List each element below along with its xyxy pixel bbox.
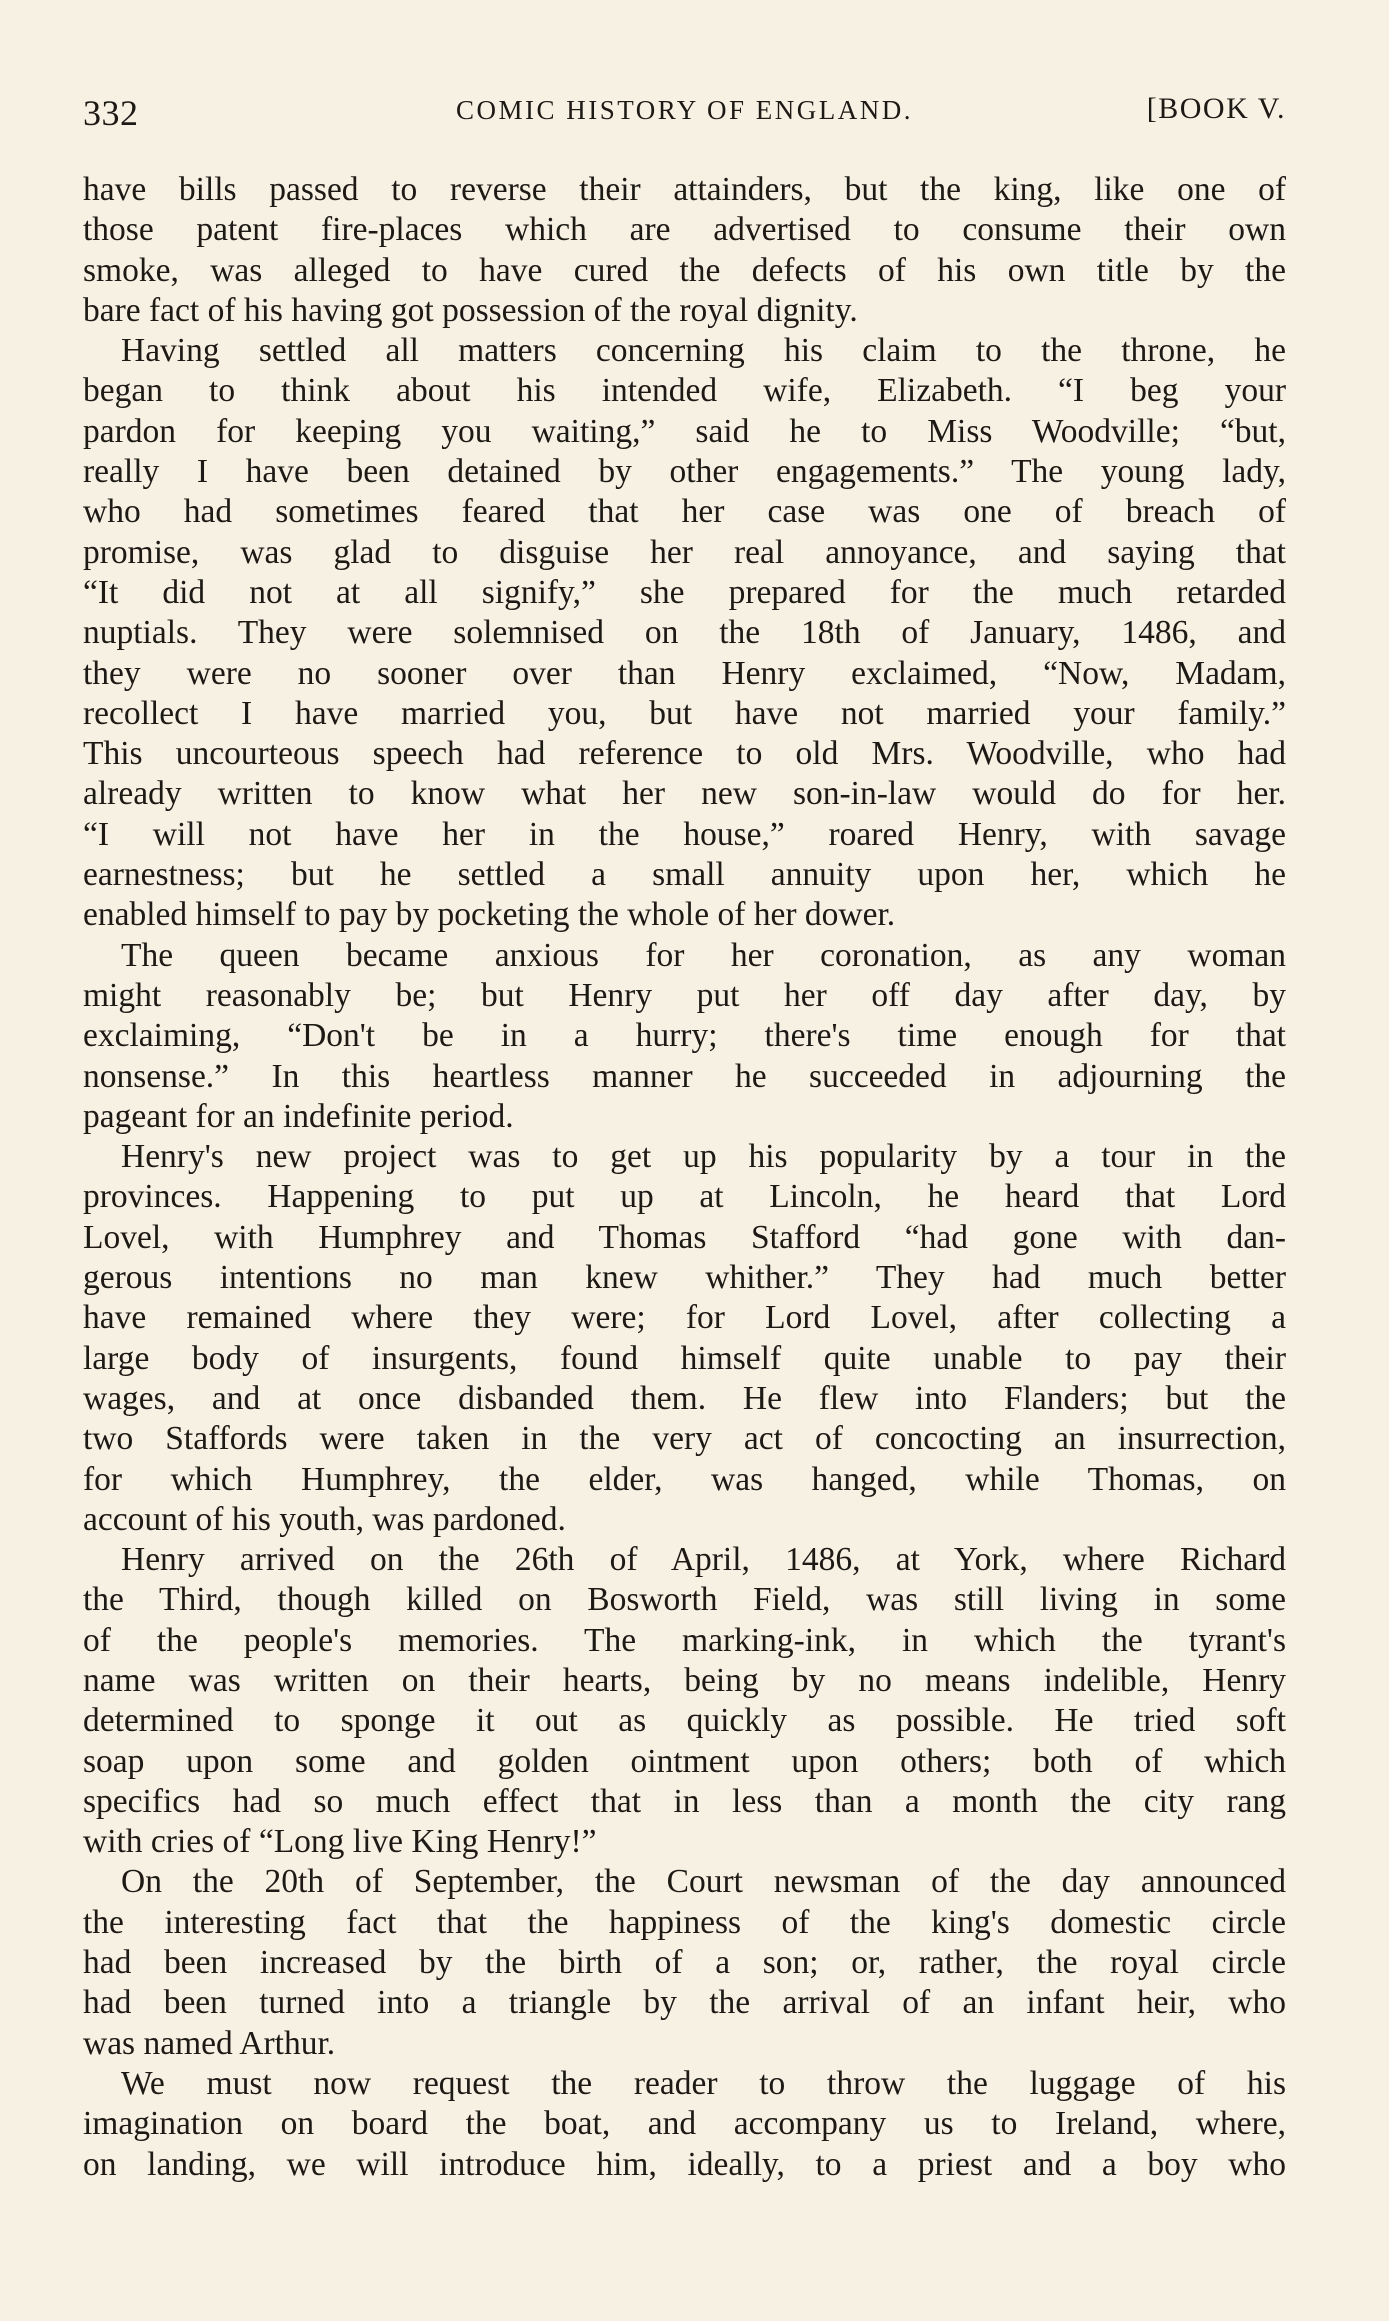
running-header — [83, 92, 1286, 140]
text-line: two Staffords were taken in the very act of concocting an insurrection, — [83, 1420, 1286, 1458]
paragraph — [83, 2064, 1286, 2185]
text-line: already written to know what her new son-in-law would do for her. — [83, 775, 1286, 813]
text-line: really I have been detained by other engagements.” The young lady, — [83, 453, 1286, 491]
text-line: on landing, we will introduce him, ideally, to a priest and a boy who — [83, 2145, 1286, 2183]
paragraph — [83, 1540, 1286, 1862]
text-line: bare fact of his having got possession of the royal dignity. — [83, 291, 858, 329]
text-line: specifics had so much effect that in less than a month the city rang — [83, 1782, 1286, 1820]
text-line: began to think about his intended wife, Elizabeth. “I beg your — [83, 372, 1286, 410]
text-line: have bills passed to reverse their attainders, but the king, like one of — [83, 171, 1286, 208]
text-line: Henry arrived on the 26th of April, 1486, at York, where Richard — [121, 1541, 1286, 1579]
paragraph — [83, 1137, 1286, 1540]
running-title: COMIC HISTORY OF ENGLAND. — [455, 95, 914, 125]
text-line: “I will not have her in the house,” roared Henry, with savage — [83, 815, 1286, 853]
text-line: with cries of “Long live King Henry!” — [83, 1823, 597, 1861]
text-line: Henry's new project was to get up his popularity by a tour in the — [121, 1138, 1286, 1176]
text-line: those patent fire-places which are advertised to consume their own — [83, 211, 1286, 249]
text-line: had been increased by the birth of a son; or, rather, the royal circle — [83, 1944, 1286, 1982]
text-line: gerous intentions no man knew whither.” They had much better — [83, 1259, 1286, 1297]
text-line: enabled himself to pay by pocketing the whole of her dower. — [83, 896, 896, 934]
paragraph — [83, 331, 1286, 935]
text-line: they were no sooner over than Henry exclaimed, “Now, Madam, — [83, 654, 1286, 692]
text-line: We must now request the reader to throw the luggage of his — [121, 2064, 1286, 2102]
text-line: account of his youth, was pardoned. — [83, 1500, 566, 1538]
text-line: name was written on their hearts, being by no means indelible, Henry — [83, 1661, 1286, 1699]
book-page — [83, 92, 1286, 2185]
text-line: the interesting fact that the happiness of the king's domestic circle — [83, 1903, 1286, 1941]
text-line: was named Arthur. — [83, 2024, 336, 2062]
text-line: promise, was glad to disguise her real annoyance, and saying that — [83, 533, 1286, 571]
text-line: Lovel, with Humphrey and Thomas Stafford “had gone with dan- — [83, 1218, 1286, 1256]
text-line: Having settled all matters concerning his claim to the throne, he — [121, 332, 1286, 370]
text-line: earnestness; but he settled a small annuity upon her, which he — [83, 856, 1286, 894]
text-line: determined to sponge it out as quickly as possible. He tried soft — [83, 1702, 1286, 1740]
text-line: might reasonably be; but Henry put her off day after day, by — [83, 976, 1286, 1014]
text-line: nuptials. They were solemnised on the 18th of January, 1486, and — [83, 614, 1286, 652]
paragraph — [83, 1862, 1286, 2063]
text-line: the Third, though killed on Bosworth Field, was still living in some — [83, 1581, 1286, 1619]
text-line: large body of insurgents, found himself quite unable to pay their — [83, 1339, 1286, 1377]
text-line: recollect I have married you, but have not married your family.” — [83, 694, 1286, 732]
page-number: 332 — [83, 93, 139, 133]
text-line: had been turned into a triangle by the arrival of an infant heir, who — [83, 1984, 1286, 2022]
text-line: smoke, was alleged to have cured the defects of his own title by the — [83, 251, 1286, 289]
text-line: have remained where they were; for Lord Lovel, after collecting a — [83, 1299, 1286, 1337]
text-line: On the 20th of September, the Court newsman of the day announced — [121, 1863, 1286, 1901]
paragraph — [83, 170, 1286, 331]
text-line: soap upon some and golden ointment upon others; both of which — [83, 1742, 1286, 1780]
book-label: [BOOK V. — [1146, 92, 1286, 125]
paragraph — [83, 936, 1286, 1137]
text-line: nonsense.” In this heartless manner he succeeded in adjourning the — [83, 1057, 1286, 1095]
body-text — [83, 170, 1286, 2185]
text-line: of the people's memories. The marking-ink, in which the tyrant's — [83, 1621, 1286, 1659]
text-line: wages, and at once disbanded them. He flew into Flanders; but the — [83, 1379, 1286, 1417]
text-line: pardon for keeping you waiting,” said he to Miss Woodville; “but, — [83, 412, 1286, 450]
text-line: The queen became anxious for her coronation, as any woman — [121, 936, 1286, 974]
text-line: provinces. Happening to put up at Lincoln, he heard that Lord — [83, 1178, 1286, 1216]
text-line: imagination on board the boat, and accompany us to Ireland, where, — [83, 2105, 1286, 2143]
text-line: pageant for an indefinite period. — [83, 1097, 514, 1135]
text-line: exclaiming, “Don't be in a hurry; there's time enough for that — [83, 1017, 1286, 1055]
text-line: “It did not at all signify,” she prepared for the much retarded — [83, 573, 1286, 611]
text-line: This uncourteous speech had reference to old Mrs. Woodville, who had — [83, 735, 1286, 773]
text-line: who had sometimes feared that her case was one of breach of — [83, 493, 1286, 531]
text-line: for which Humphrey, the elder, was hanged, while Thomas, on — [83, 1460, 1286, 1498]
